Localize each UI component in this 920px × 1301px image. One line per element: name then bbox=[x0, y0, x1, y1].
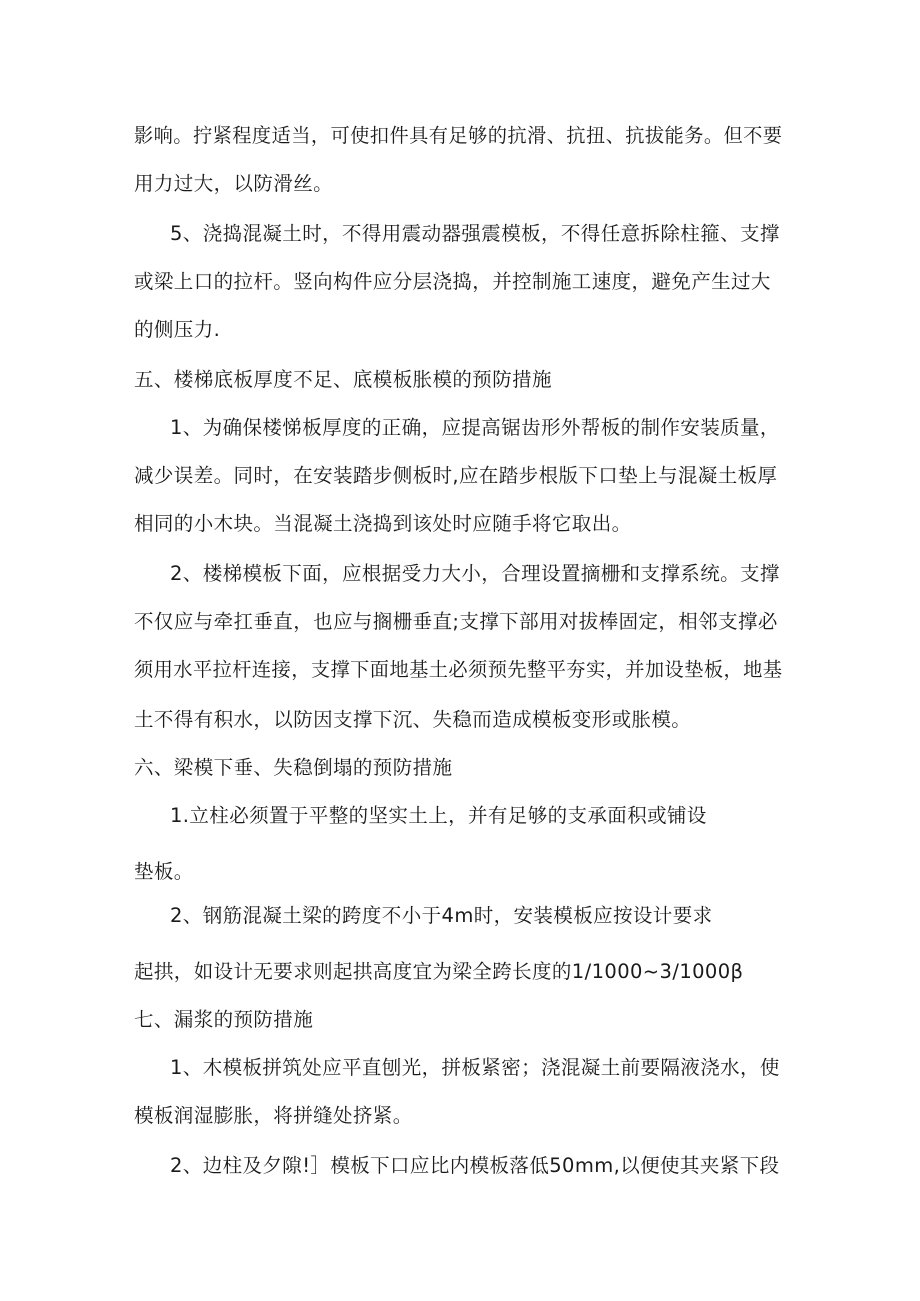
text-line: 影响。拧紧程度适当，可使扣件具有足够的抗滑、抗扭、抗拔能务。但不要 bbox=[134, 124, 783, 147]
text-line: 1、木模板拼筑处应平直刨光，拼板紧密；浇混凝土前要隔液浇水，使 bbox=[170, 1056, 780, 1079]
section-heading: 六、梁模下垂、失稳倒塌的预防措施 bbox=[134, 756, 453, 779]
section-heading: 七、漏浆的预防措施 bbox=[134, 1008, 314, 1031]
text-line: 不仅应与牵扛垂直，也应与搁栅垂直;支撑下部用对拔棒固定，相邻支撑必 bbox=[134, 610, 778, 633]
text-line: 垫板。 bbox=[134, 860, 194, 883]
section-heading: 五、楼梯底板厚度不足、底模板胀模的预防措施 bbox=[134, 368, 552, 391]
text-line: 用力过大，以防滑丝。 bbox=[134, 172, 334, 195]
text-line: 的侧压力. bbox=[134, 318, 221, 341]
text-line: 2、楼梯模板下面，应根据受力大小，合理设置摘栅和支撑系统。支撑 bbox=[170, 562, 780, 585]
text-line: 相同的小木块。当混凝土浇捣到该处时应随手将它取出。 bbox=[134, 512, 632, 535]
text-line: 5、浇捣混凝土时，不得用震动器强震模板，不得任意拆除柱箍、支撑 bbox=[170, 222, 780, 245]
text-line: 2、钢筋混凝土梁的跨度不小于4m时，安装模板应按设计要求 bbox=[170, 904, 713, 927]
text-line: 减少误差。同时，在安装踏步侧板时,应在踏步根版下口垫上与混凝土板厚 bbox=[134, 464, 778, 487]
text-line: 2、边柱及夕隙!］模板下口应比内模板落低50mm,以便使其夹紧下段 bbox=[170, 1154, 780, 1177]
text-line: 须用水平拉杆连接，支撑下面地基土必须预先整平夯实，并加设垫板，地基 bbox=[134, 658, 783, 681]
text-line: 1、为确保楼悌板厚度的正确，应提高锯齿形外帮板的制作安装质量， bbox=[170, 416, 780, 439]
text-line: 土不得有积水，以防因支撑下沉、失稳而造成模板变形或胀模。 bbox=[134, 708, 692, 731]
text-line: 1.立柱必须置于平整的坚实土上，并有足够的支承面积或铺设 bbox=[170, 804, 707, 827]
text-line: 模板润湿膨胀，将拼缝处挤紧。 bbox=[134, 1104, 413, 1127]
text-line: 起拱，如设计无要求则起拱高度宜为梁全跨长度的1/1000~3/1000β bbox=[134, 960, 744, 983]
text-line: 或梁上口的拉杆。竖向构件应分层浇捣，并控制施工速度，避免产生过大 bbox=[134, 270, 771, 293]
